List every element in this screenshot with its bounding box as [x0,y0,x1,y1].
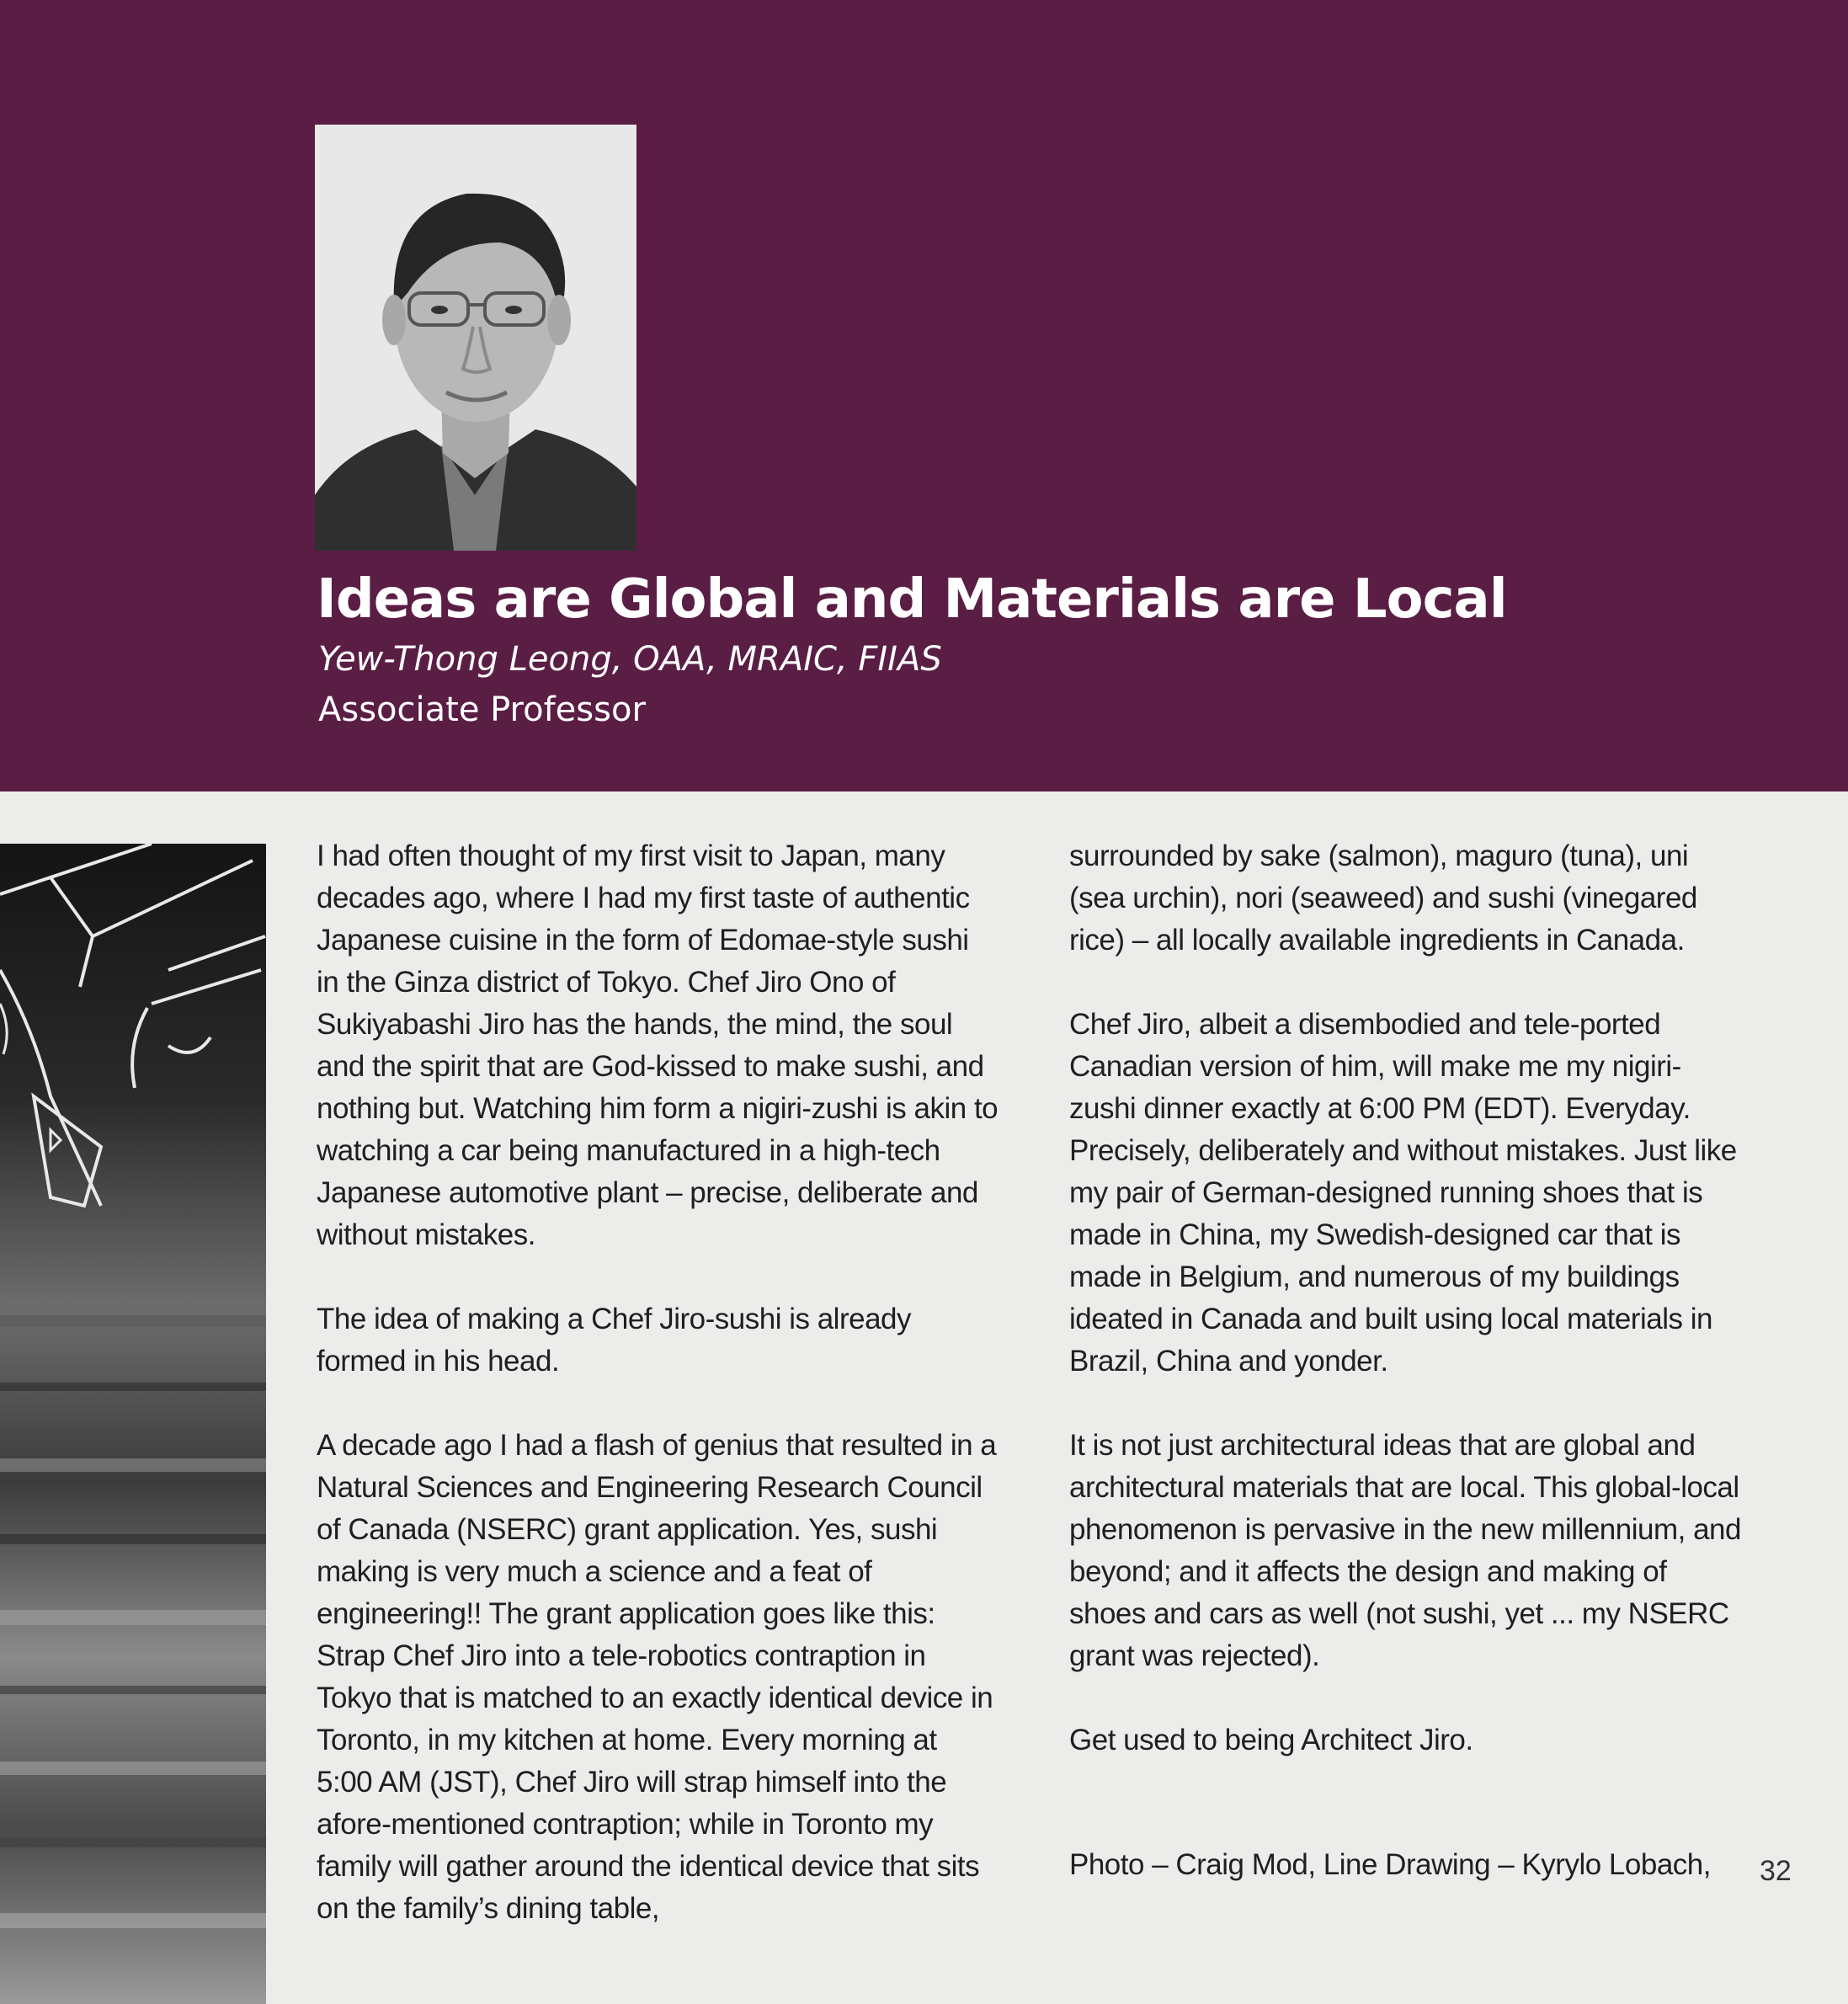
body-paragraph: I had often thought of my first visit to Japan, many decades ago, where I had my first taste of authentic Japanese cuisine in the form of Edomae-style sushi in the Ginza district of Tokyo. Chef Jiro Ono of Sukiyabashi Jiro has the hands, the mind, the soul and the spirit that are God-kissed to make sushi, and nothing but. Watching him form a nigiri-zushi is akin to watching a car being manufactured in a high-tech Japanese automotive plant – precise, deliberate and without mistakes. [317,839,999,1251]
body-paragraph: It is not just architectural ideas that are global and architectural materials that are local. This global-local phenomenon is pervasive in the new millennium, and beyond; and it affects the design and making of shoes and cars as well (not sushi, yet ... my NSERC grant was rejected). [1069,1429,1741,1672]
portrait-photo [315,125,636,551]
photo-credit: Photo – Craig Mod, Line Drawing – Kyrylo Lobach, [1069,1848,1711,1881]
page-number: 32 [1760,1855,1792,1887]
author-role: Associate Professor [318,690,646,729]
body-paragraph: Get used to being Architect Jiro. [1069,1724,1473,1756]
article-title: Ideas are Global and Materials are Local [317,568,1507,631]
line-drawing-icon [0,844,266,2004]
line-drawing-photo [0,844,266,2004]
portrait-photo-icon [315,125,636,551]
author-name: Yew-Thong Leong, OAA, MRAIC, FIIAS [318,640,942,679]
body-column-left [317,835,999,1972]
header-band [0,0,1848,791]
body-paragraph: surrounded by sake (salmon), maguro (tuna), uni (sea urchin), nori (seaweed) and sushi (vinegared rice) – all locally available ingredients in Canada. [1069,839,1697,957]
body-column-right [1069,835,1743,1804]
body-paragraph: A decade ago I had a flash of genius that resulted in a Natural Sciences and Engineering Research Council of Canada (NSERC) grant application. Yes, sushi making is very much a science and a feat of engineering!! The grant application goes like this: Strap Chef Jiro into a tele-robotics contraption in Tokyo that is matched to an exactly identical device in Toronto, in my kitchen at home. Every morning at 5:00 AM (JST), Chef Jiro will strap himself into the afore-mentioned contraption; while in Toronto my family will gather around the identical device that sits on the family’s dining table, [317,1429,997,1925]
body-paragraph: Chef Jiro, albeit a disembodied and tele-ported Canadian version of him, will make me my nigiri-zushi dinner exactly at 6:00 PM (EDT). Everyday. Precisely, deliberately and without mistakes. Just like my pair of German-designed running shoes that is made in China, my Swedish-designed car that is made in Belgium, and numerous of my buildings ideated in Canada and built using local materials in Brazil, China and yonder. [1069,1008,1737,1378]
body-paragraph: The idea of making a Chef Jiro-sushi is already formed in his head. [317,1303,912,1378]
